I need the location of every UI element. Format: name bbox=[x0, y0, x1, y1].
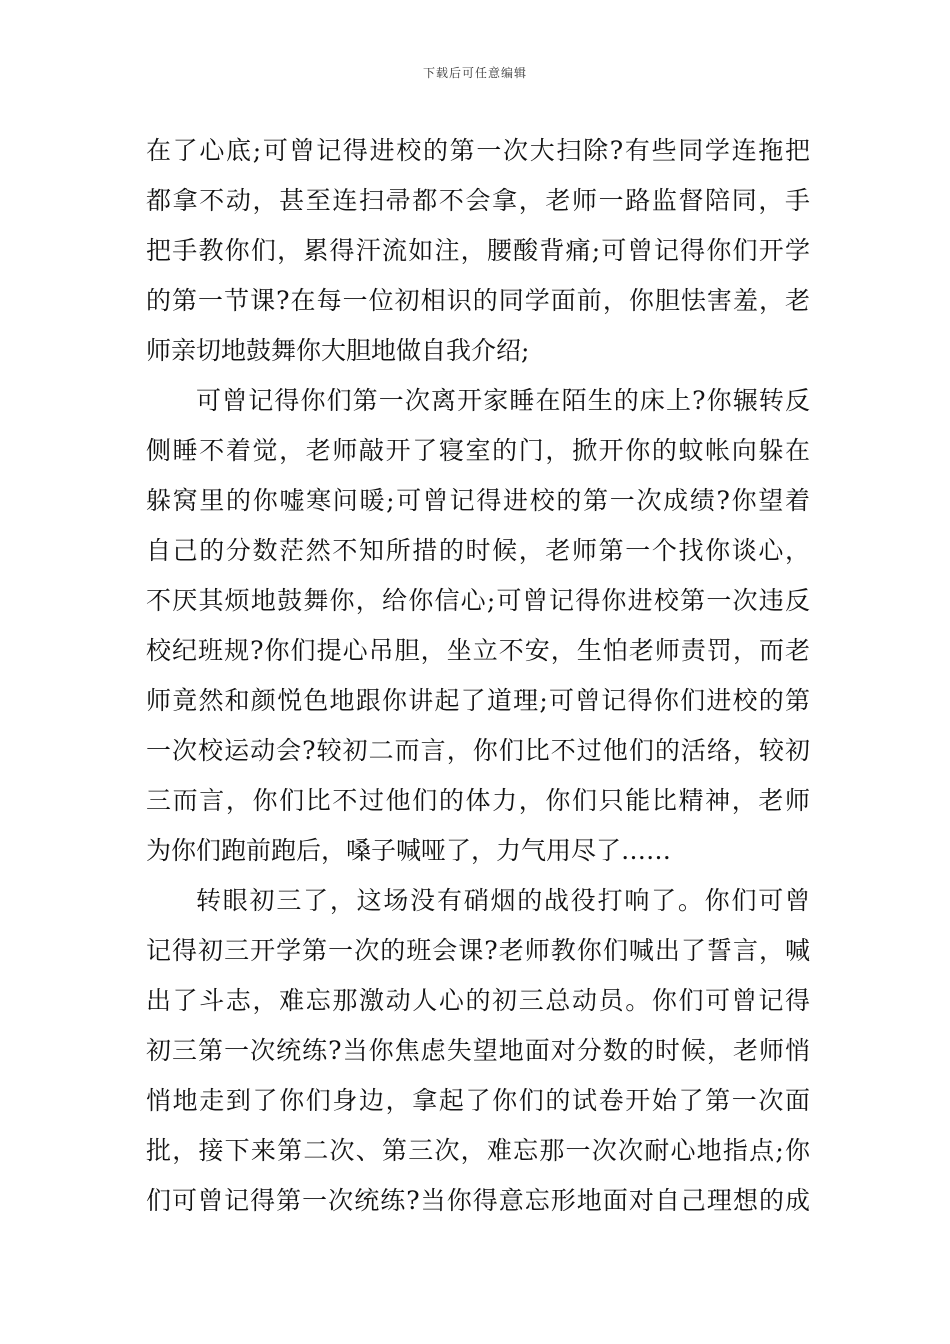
text-line: 为你们跑前跑后，嗓子喊哑了，力气用尽了…… bbox=[146, 836, 672, 865]
text-line: 三而言，你们比不过他们的体力，你们只能比精神，老师 bbox=[146, 786, 810, 815]
text-line: 躲窝里的你嘘寒问暖;可曾记得进校的第一次成绩?你望着 bbox=[146, 486, 810, 515]
text-line: 把手教你们，累得汗流如注，腰酸背痛;可曾记得你们开学 bbox=[146, 236, 810, 265]
text-line: 一次校运动会?较初二而言，你们比不过他们的活络，较初 bbox=[146, 736, 810, 765]
text-line: 在了心底;可曾记得进校的第一次大扫除?有些同学连拖把 bbox=[146, 136, 810, 165]
text-line: 自己的分数茫然不知所措的时候，老师第一个找你谈心， bbox=[146, 536, 810, 565]
text-line: 都拿不动，甚至连扫帚都不会拿，老师一路监督陪同，手 bbox=[146, 186, 810, 215]
text-line: 出了斗志，难忘那激动人心的初三总动员。你们可曾记得 bbox=[146, 986, 810, 1015]
document-body bbox=[146, 126, 810, 1226]
text-line: 校纪班规?你们提心吊胆，坐立不安，生怕老师责罚，而老 bbox=[146, 636, 810, 665]
text-line: 初三第一次统练?当你焦虑失望地面对分数的时候，老师悄 bbox=[146, 1036, 810, 1065]
page-header: 下载后可任意编辑 bbox=[422, 66, 527, 80]
text-line: 不厌其烦地鼓舞你，给你信心;可曾记得你进校第一次违反 bbox=[146, 586, 810, 615]
text-line: 记得初三开学第一次的班会课?老师教你们喊出了誓言，喊 bbox=[146, 936, 810, 965]
text-line: 批，接下来第二次、第三次，难忘那一次次耐心地指点;你 bbox=[146, 1136, 810, 1165]
text-line: 师亲切地鼓舞你大胆地做自我介绍; bbox=[146, 336, 530, 365]
text-line: 悄地走到了你们身边，拿起了你们的试卷开始了第一次面 bbox=[146, 1086, 810, 1115]
text-line: 师竟然和颜悦色地跟你讲起了道理;可曾记得你们进校的第 bbox=[146, 686, 810, 715]
text-line: 侧睡不着觉，老师敲开了寝室的门，掀开你的蚊帐向躲在 bbox=[146, 436, 810, 465]
paragraph-first-line: 可曾记得你们第一次离开家睡在陌生的床上?你辗转反 bbox=[196, 386, 810, 415]
paragraph-first-line: 转眼初三了，这场没有硝烟的战役打响了。你们可曾 bbox=[196, 886, 810, 915]
text-line: 的第一节课?在每一位初相识的同学面前，你胆怯害羞，老 bbox=[146, 286, 810, 315]
text-line: 们可曾记得第一次统练?当你得意忘形地面对自己理想的成 bbox=[146, 1186, 810, 1215]
